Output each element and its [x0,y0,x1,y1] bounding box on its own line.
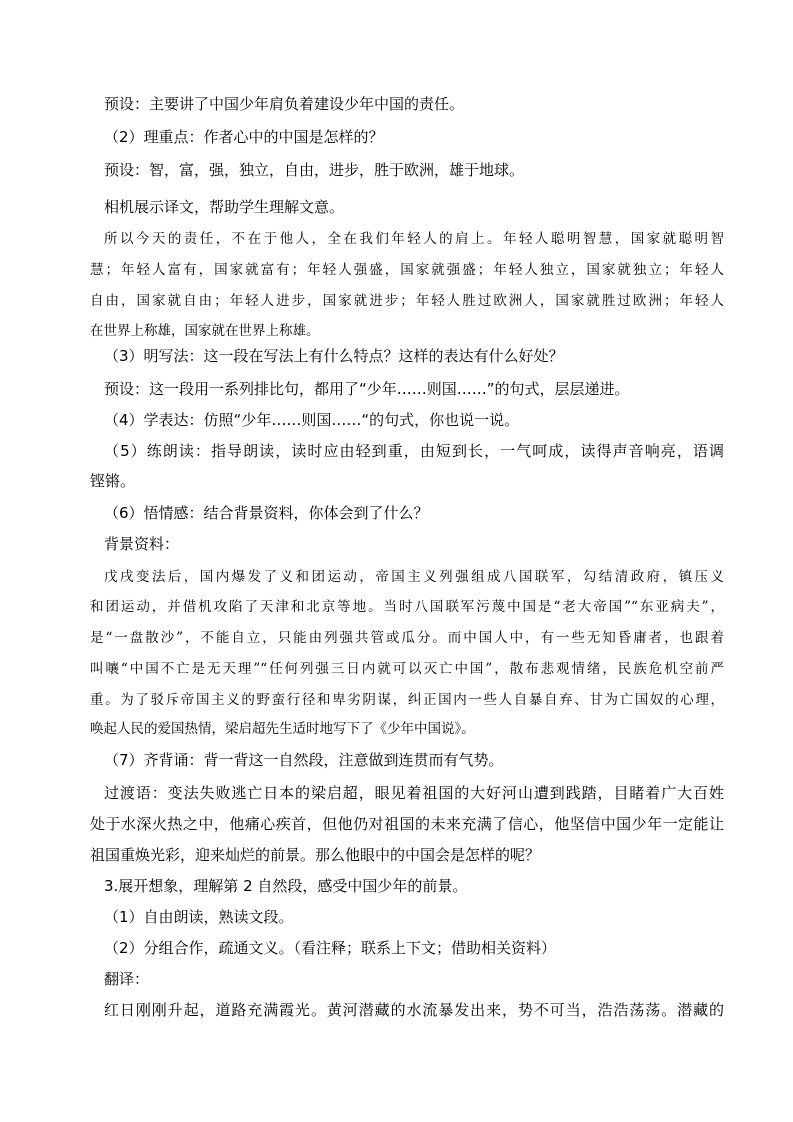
text-line: 红日刚刚升起，道路充满霞光。黄河潜藏的水流暴发出来，势不可当，浩浩荡荡。潜藏的 [104,1001,724,1019]
text-line: 过渡语：变法失败逃亡日本的梁启超，眼见着祖国的大好河山遭到践踏，目睹着广大百姓 [104,784,724,802]
text-line: 相机展示译文，帮助学生理解文意。 [104,198,345,216]
text-line: （3）明写法：这一段在写法上有什么特点？这样的表达有什么好处？ [104,347,564,365]
text-line: （4）学表达：仿照“少年……则国……“的句式，你也说一说。 [104,411,520,429]
text-line: 翻译： [104,970,150,988]
translation-line: 慧；年轻人富有，国家就富有；年轻人强盛，国家就强盛；年轻人独立，国家就独立；年轻人 [90,262,724,278]
background-line: 唤起人民的爱国热情，梁启超先生适时地写下了《少年中国说》。 [90,721,475,737]
background-line: 是“一盘散沙”，不能自立，只能由列强共管或瓜分。而中国人中，有一些无知昏庸者，也跟着 [90,630,724,646]
text-line: （5）练朗读：指导朗读，读时应由轻到重，由短到长，一气呵成，读得声音响亮，语调 [104,442,724,460]
translation-line: 自由，国家就自由；年轻人进步，国家就进步；年轻人胜过欧洲人，国家就胜过欧洲；年轻人 [90,293,724,309]
translation-line: 在世界上称雄，国家就在世界上称雄。 [90,323,320,339]
text-line: 预设：智，富，强，独立，自由，进步，胜于欧洲，雄于地球。 [104,161,525,179]
translation-line: 所以今天的责任，不在于他人，全在我们年轻人的肩上。年轻人聪明智慧，国家就聪明智 [104,231,724,247]
background-line: 重。为了驳斥帝国主义的野蛮行径和卑劣阴谋，纠正国内一些人自暴自弃、甘为亡国奴的心理， [90,692,724,708]
background-line: 叫嚷“中国不亡是无天理”“任何列强三日内就可以灭亡中国”，散布悲观情绪，民族危机空前严 [90,661,724,677]
background-line: 和团运动，并借机攻陷了天津和北京等地。当时八国联军污蔑中国是“老大帝国”“东亚病夫”， [90,599,724,615]
section-heading: 3.展开想象，理解第 2 自然段，感受中国少年的前景。 [104,877,468,895]
text-line: （1）自由朗读，熟读文段。 [104,908,294,926]
text-line: （2）理重点：作者心中的中国是怎样的？ [104,128,384,146]
text-line: 背景资料： [104,535,180,553]
text-line: 铿锵。 [90,472,136,490]
text-line: 预设：主要讲了中国少年肩负着建设少年中国的责任。 [104,95,465,113]
text-line: 预设：这一段用一系列排比句，都用了“少年……则国……”的句式，层层递进。 [104,380,630,398]
text-line: 处于水深火热之中，他痛心疾首，但他仍对祖国的未来充满了信心，他坚信中国少年一定能让 [90,815,724,833]
background-line: 戊戌变法后，国内爆发了义和团运动，帝国主义列强组成八国联军，勾结清政府，镇压义 [104,569,724,585]
text-line: （6）悟情感：结合背景资料，你体会到了什么？ [104,504,429,522]
text-line: （7）齐背诵：背一背这一自然段，注意做到连贯而有气势。 [104,751,504,769]
text-line: （2）分组合作，疏通文义。（看注释；联系上下文；借助相关资料） [104,939,557,957]
text-line: 祖国重焕光彩，迎来灿烂的前景。那么他眼中的中国会是怎样的呢？ [90,846,541,864]
